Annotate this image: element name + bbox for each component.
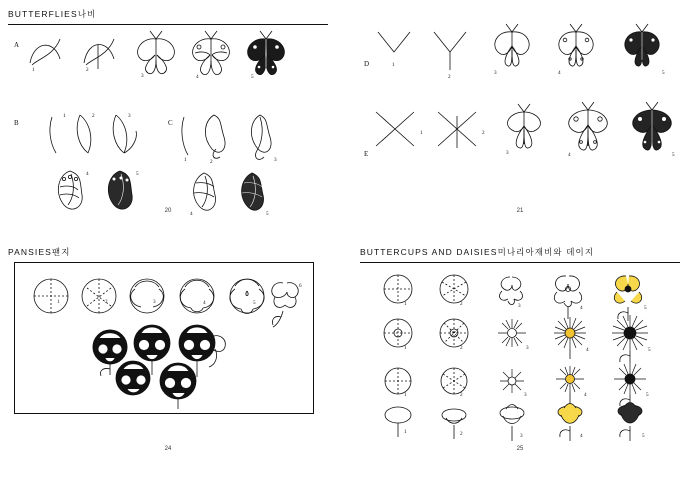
svg-text:3: 3 [274, 157, 277, 163]
svg-text:3: 3 [526, 345, 529, 351]
page-title-korean: 나비 [77, 9, 97, 19]
row3-step4 [556, 366, 587, 405]
step-d2 [434, 32, 466, 80]
svg-text:4: 4 [196, 74, 199, 80]
page-title-text: BUTTERFLIES [8, 9, 78, 19]
row1-step1 [384, 275, 412, 307]
page-butterflies-b [360, 4, 680, 216]
svg-text:5: 5 [646, 392, 649, 398]
svg-text:4: 4 [86, 171, 89, 177]
illustration-canvas-flowers [360, 263, 680, 475]
step-d5 [625, 24, 665, 76]
row3-step2 [441, 368, 467, 398]
svg-text:2: 2 [460, 345, 463, 351]
page-title-text: PANSIES [8, 247, 52, 257]
svg-text:2: 2 [460, 301, 463, 307]
page-title [8, 242, 328, 260]
svg-text:2: 2 [460, 431, 463, 437]
group-label-b: B [14, 119, 19, 127]
step-d3 [494, 24, 529, 76]
step-1 [34, 279, 68, 313]
row3-step5 [614, 363, 649, 407]
step-4 [180, 279, 214, 313]
step-a5 [248, 31, 285, 80]
page-buttercups-daisies [360, 242, 680, 454]
svg-text:4: 4 [580, 433, 583, 439]
group-label-a: A [14, 41, 20, 49]
row4-step1 [385, 407, 411, 437]
flower-steps-svg [360, 263, 680, 443]
svg-text:5: 5 [648, 347, 651, 353]
svg-text:3: 3 [128, 113, 131, 119]
svg-text:1: 1 [32, 67, 35, 73]
group-label-d: D [364, 60, 370, 68]
svg-text:2: 2 [86, 67, 89, 73]
step-b4 [58, 171, 89, 209]
row4-step2 [442, 409, 466, 439]
butterfly-steps-svg-b [360, 4, 680, 194]
svg-text:1: 1 [404, 429, 407, 435]
row2-step3 [498, 319, 529, 351]
svg-text:5: 5 [266, 211, 269, 217]
page-title [8, 4, 328, 25]
svg-text:3: 3 [524, 392, 527, 398]
row2-step2 [440, 319, 468, 351]
svg-text:2: 2 [92, 113, 95, 119]
svg-text:1: 1 [392, 62, 395, 68]
page-folio: 25 [516, 446, 524, 452]
page-title-korean: 팬지 [51, 247, 71, 257]
step-e5 [633, 102, 675, 158]
row1-step2 [440, 275, 468, 307]
step-c1 [182, 117, 188, 163]
row4-step4 [558, 404, 583, 442]
step-c2 [205, 115, 225, 165]
svg-text:6: 6 [299, 283, 302, 289]
svg-text:3: 3 [518, 303, 521, 309]
step-6 [272, 283, 302, 327]
step-e4 [568, 102, 607, 158]
svg-text:1: 1 [184, 157, 187, 163]
svg-text:3: 3 [153, 299, 156, 305]
row3-step3 [500, 369, 527, 398]
svg-text:1: 1 [404, 301, 407, 307]
step-e3 [506, 104, 540, 156]
illustration-frame [14, 262, 314, 414]
step-e1 [376, 112, 423, 146]
step-d4 [558, 24, 593, 76]
svg-text:5: 5 [253, 300, 256, 306]
svg-text:1: 1 [63, 113, 66, 119]
row3-step1 [385, 368, 411, 398]
row2-step4 [554, 317, 589, 359]
svg-text:2: 2 [448, 74, 451, 80]
page-folio: 20 [164, 208, 172, 214]
svg-text:2: 2 [482, 130, 485, 136]
row1-step3 [500, 277, 523, 309]
step-e2 [438, 112, 485, 148]
svg-text:3: 3 [506, 150, 509, 156]
svg-text:5: 5 [642, 433, 645, 439]
page-title-text: BUTTERCUPS AND DAISIES [360, 247, 498, 257]
svg-text:2: 2 [105, 299, 108, 305]
svg-text:5: 5 [672, 152, 675, 158]
svg-text:1: 1 [404, 392, 407, 398]
svg-text:1: 1 [57, 299, 60, 305]
step-a1 [30, 39, 60, 73]
step-c3 [251, 115, 277, 163]
step-b2 [77, 113, 95, 153]
svg-text:4: 4 [203, 300, 206, 306]
group-label-c: C [168, 119, 173, 127]
page-title-korean: 미나리아재비와 데이지 [497, 247, 595, 257]
page-folio: 21 [516, 208, 524, 214]
illustration-canvas-butterflies-a [8, 25, 328, 237]
step-a2 [84, 39, 114, 73]
step-2 [82, 279, 116, 313]
row2-step1 [384, 319, 412, 351]
butterfly-steps-svg-a [8, 25, 328, 217]
row1-step5 [614, 276, 647, 321]
step-b5 [108, 171, 139, 209]
pansy-flower-5 [160, 363, 196, 409]
step-a3 [138, 31, 175, 79]
svg-text:2: 2 [460, 392, 463, 398]
step-5 [230, 279, 264, 314]
page-butterflies-a [8, 4, 328, 216]
page-title [360, 242, 680, 263]
svg-text:4: 4 [558, 70, 561, 76]
illustration-canvas-butterflies-b [360, 4, 680, 216]
row4-step5 [618, 403, 645, 442]
svg-text:5: 5 [251, 74, 254, 80]
pansy-flower-4 [116, 361, 150, 395]
step-a4 [193, 31, 230, 80]
svg-text:4: 4 [580, 305, 583, 311]
svg-text:2: 2 [210, 159, 213, 165]
step-b1 [50, 113, 66, 153]
svg-text:4: 4 [190, 211, 193, 217]
svg-text:4: 4 [584, 392, 587, 398]
svg-text:5: 5 [662, 70, 665, 76]
svg-text:5: 5 [136, 171, 139, 177]
step-3 [130, 279, 164, 313]
row4-step3 [500, 405, 524, 442]
svg-text:3: 3 [520, 433, 523, 439]
page-pansies [8, 242, 328, 454]
svg-text:4: 4 [568, 152, 571, 158]
row2-step5 [612, 315, 651, 363]
step-b3 [113, 113, 136, 153]
svg-text:1: 1 [420, 130, 423, 136]
row1-step4 [554, 276, 583, 319]
svg-text:5: 5 [644, 305, 647, 311]
svg-text:3: 3 [494, 70, 497, 76]
svg-text:1: 1 [404, 345, 407, 351]
group-label-e: E [364, 150, 369, 158]
page-folio: 24 [164, 446, 172, 452]
step-d1 [378, 32, 410, 68]
pansy-steps-svg [15, 263, 313, 413]
svg-text:3: 3 [141, 73, 144, 79]
svg-text:4: 4 [586, 347, 589, 353]
